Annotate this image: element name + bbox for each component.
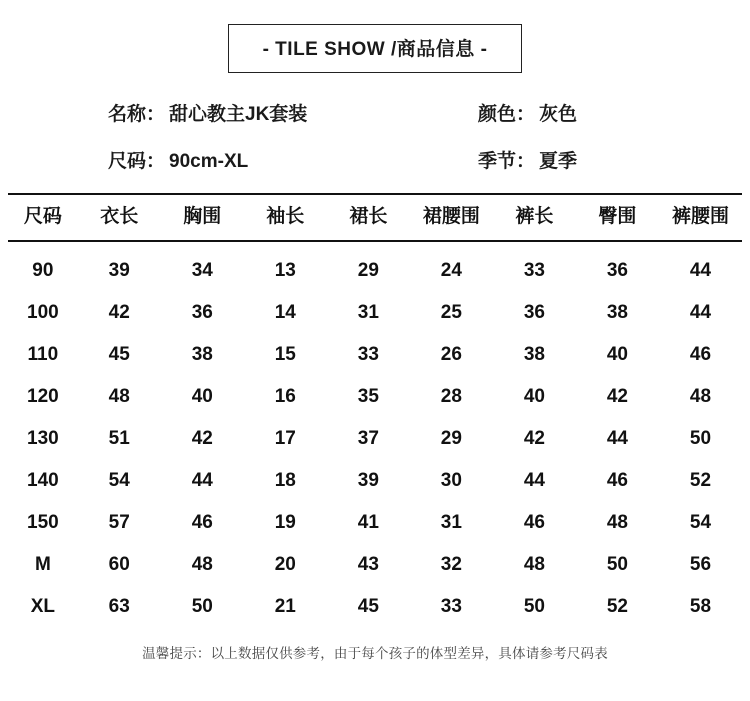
table-cell: 48 [523, 554, 545, 575]
table-cell: XL [30, 596, 55, 617]
table-header-cell: 衣长 [78, 194, 161, 241]
table-row [8, 544, 742, 586]
table-cell: 40 [523, 386, 545, 407]
table-cell: 110 [27, 344, 59, 365]
table-cell: 32 [440, 554, 462, 575]
table-cell: 44 [191, 470, 213, 491]
info-name-label: 名称： [108, 104, 166, 125]
info-color [478, 99, 577, 126]
info-size-value: 90cm-XL [169, 151, 249, 172]
table-cell: 42 [606, 386, 628, 407]
table-cell: 38 [606, 302, 628, 323]
table-cell: 130 [27, 428, 59, 449]
page-title: - TILE SHOW /商品信息 - [228, 24, 523, 73]
table-cell: 39 [108, 260, 130, 281]
table-cell: 140 [27, 470, 59, 491]
table-cell: 150 [27, 512, 59, 533]
table-cell: 43 [357, 554, 379, 575]
table-cell: 36 [191, 302, 213, 323]
table-cell: 42 [108, 302, 130, 323]
table-cell: 50 [191, 596, 213, 617]
table-cell: 46 [523, 512, 545, 533]
table-cell: 13 [274, 260, 296, 281]
table-cell: 63 [108, 596, 130, 617]
table-cell: 48 [108, 386, 130, 407]
table-cell: 50 [689, 428, 712, 449]
size-note: 温馨提示：以上数据仅供参考，由于每个孩子的体型差异，具体请参考尺码表 [142, 646, 608, 661]
table-cell: 18 [274, 470, 296, 491]
table-cell: 41 [357, 512, 379, 533]
table-cell: 14 [274, 302, 296, 323]
table-cell: 37 [357, 428, 379, 449]
table-cell: 48 [606, 512, 628, 533]
table-header-cell: 胸围 [161, 194, 244, 241]
table-cell: 56 [689, 554, 712, 575]
table-cell: 57 [108, 512, 130, 533]
table-cell: 40 [191, 386, 213, 407]
table-cell: 19 [274, 512, 296, 533]
table-cell: 33 [357, 344, 379, 365]
table-cell: 44 [689, 260, 712, 281]
table-cell: 31 [440, 512, 462, 533]
info-name [108, 99, 478, 126]
table-cell: 34 [191, 260, 213, 281]
table-cell: 20 [274, 554, 296, 575]
table-row [8, 502, 742, 544]
table-cell: 36 [606, 260, 628, 281]
table-cell: 25 [440, 302, 462, 323]
table-cell: 31 [357, 302, 379, 323]
table-cell: 44 [606, 428, 628, 449]
table-cell: 54 [108, 470, 130, 491]
table-cell: 100 [27, 302, 59, 323]
table-cell: 42 [191, 428, 213, 449]
table-header-cell: 裤腰围 [659, 194, 742, 241]
table-cell: M [34, 554, 51, 575]
table-cell: 40 [606, 344, 628, 365]
table-cell: 52 [606, 596, 628, 617]
table-header-row [8, 194, 742, 241]
table-row [8, 292, 742, 334]
table-cell: 46 [606, 470, 628, 491]
info-row [108, 146, 658, 173]
info-name-value: 甜心教主JK套装 [169, 104, 308, 125]
table-cell: 44 [689, 302, 712, 323]
table-cell: 15 [274, 344, 296, 365]
table-cell: 46 [689, 344, 712, 365]
info-color-value: 灰色 [539, 104, 578, 125]
table-header-cell: 尺码 [8, 194, 78, 241]
size-table [8, 193, 742, 628]
table-header-cell: 裙腰围 [410, 194, 493, 241]
table-header-cell: 臀围 [576, 194, 659, 241]
info-color-label: 颜色： [478, 104, 536, 125]
table-cell: 29 [357, 260, 379, 281]
table-cell: 16 [274, 386, 296, 407]
banner-container [0, 0, 750, 73]
table-cell: 39 [357, 470, 379, 491]
table-cell: 51 [108, 428, 130, 449]
table-row [8, 376, 742, 418]
table-cell: 33 [440, 596, 462, 617]
table-cell: 58 [689, 596, 712, 617]
table-cell: 21 [274, 596, 296, 617]
info-row [108, 99, 658, 126]
table-cell: 33 [523, 260, 545, 281]
table-header-cell: 袖长 [244, 194, 327, 241]
table-cell: 48 [689, 386, 712, 407]
table-header-cell: 裙长 [327, 194, 410, 241]
table-row [8, 334, 742, 376]
table-cell: 52 [689, 470, 712, 491]
table-cell: 45 [357, 596, 379, 617]
table-cell: 46 [191, 512, 213, 533]
table-row [8, 241, 742, 292]
table-cell: 54 [689, 512, 712, 533]
table-cell: 50 [523, 596, 545, 617]
product-info-block [0, 99, 750, 173]
table-cell: 60 [108, 554, 130, 575]
info-size-label: 尺码： [108, 151, 166, 172]
table-header-cell: 裤长 [493, 194, 576, 241]
table-cell: 44 [523, 470, 545, 491]
table-cell: 38 [191, 344, 213, 365]
table-cell: 50 [606, 554, 628, 575]
table-cell: 17 [274, 428, 296, 449]
table-cell: 45 [108, 344, 130, 365]
info-season [478, 146, 577, 173]
size-table-body [8, 241, 742, 628]
size-table-container [0, 193, 750, 628]
table-cell: 42 [523, 428, 545, 449]
table-row [8, 418, 742, 460]
table-cell: 29 [440, 428, 462, 449]
table-cell: 28 [440, 386, 462, 407]
info-size [108, 146, 478, 173]
table-cell: 30 [440, 470, 462, 491]
info-season-value: 夏季 [539, 151, 578, 172]
table-cell: 38 [523, 344, 545, 365]
table-cell: 26 [440, 344, 462, 365]
table-row [8, 460, 742, 502]
table-cell: 36 [523, 302, 545, 323]
table-cell: 120 [27, 386, 59, 407]
table-row [8, 586, 742, 628]
table-cell: 24 [440, 260, 462, 281]
table-cell: 48 [191, 554, 213, 575]
table-cell: 90 [32, 260, 54, 281]
size-table-head [8, 194, 742, 241]
info-season-label: 季节： [478, 151, 536, 172]
table-cell: 35 [357, 386, 379, 407]
